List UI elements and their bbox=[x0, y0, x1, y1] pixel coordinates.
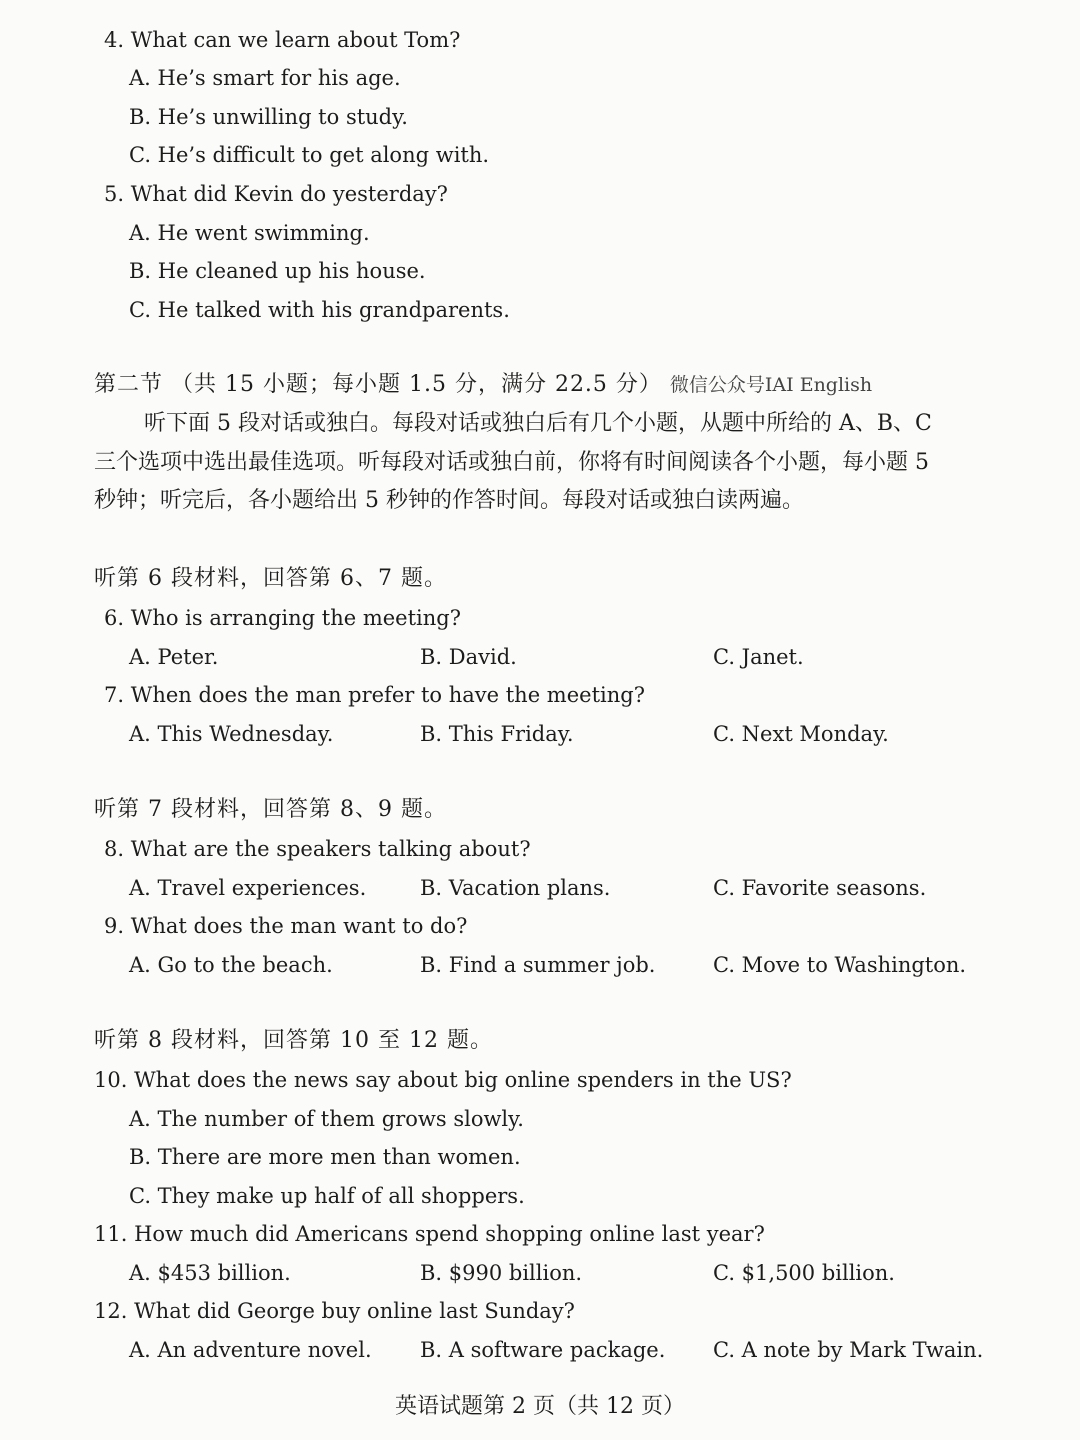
page-footer: 英语试题第 2 页（共 12 页） bbox=[395, 1394, 685, 1419]
question-text: How much did Americans spend shopping online last year? bbox=[134, 1222, 765, 1246]
option-8a: A. Travel experiences. bbox=[129, 876, 367, 900]
question-text: When does the man prefer to have the meeting? bbox=[130, 683, 645, 707]
question-4 bbox=[104, 26, 460, 54]
watermark-text: 微信公众号IAI English bbox=[669, 374, 873, 396]
option-10b: B. There are more men than women. bbox=[129, 1145, 521, 1169]
option-8c: C. Favorite seasons. bbox=[713, 876, 927, 900]
question-text: What can we learn about Tom? bbox=[130, 28, 461, 52]
option-10c: C. They make up half of all shoppers. bbox=[129, 1184, 525, 1208]
instruction-line-2: 三个选项中选出最佳选项。听每段对话或独白前，你将有时间阅读各个小题，每小题 5 bbox=[94, 450, 929, 475]
section-heading bbox=[94, 371, 872, 399]
question-7 bbox=[104, 681, 645, 709]
question-text: What are the speakers talking about? bbox=[130, 837, 531, 861]
question-11 bbox=[94, 1220, 765, 1248]
option-6c: C. Janet. bbox=[713, 645, 804, 669]
option-7c: C. Next Monday. bbox=[713, 722, 889, 746]
option-6b: B. David. bbox=[420, 645, 517, 669]
option-8b: B. Vacation plans. bbox=[420, 876, 611, 900]
question-number: 7. bbox=[104, 683, 125, 707]
question-12 bbox=[94, 1297, 575, 1325]
option-5c: C. He talked with his grandparents. bbox=[129, 298, 510, 322]
option-6a: A. Peter. bbox=[129, 645, 219, 669]
question-number: 11. bbox=[94, 1222, 128, 1246]
option-9a: A. Go to the beach. bbox=[129, 953, 333, 977]
question-text: What does the news say about big online spenders in the US? bbox=[134, 1068, 792, 1092]
option-4c: C. He’s difficult to get along with. bbox=[129, 143, 490, 167]
question-5 bbox=[104, 180, 448, 208]
option-11c: C. $1,500 billion. bbox=[713, 1261, 895, 1285]
question-number: 9. bbox=[104, 914, 125, 938]
question-9 bbox=[104, 912, 467, 940]
option-5b: B. He cleaned up his house. bbox=[129, 259, 426, 283]
option-10a: A. The number of them grows slowly. bbox=[129, 1107, 524, 1131]
question-8 bbox=[104, 835, 531, 863]
question-text: What did Kevin do yesterday? bbox=[130, 182, 448, 206]
group-heading-7: 听第 7 段材料，回答第 8、9 题。 bbox=[94, 797, 447, 822]
instruction-line-1: 听下面 5 段对话或独白。每段对话或独白后有几个小题，从题中所给的 A、B、C bbox=[144, 411, 932, 436]
option-11a: A. $453 billion. bbox=[129, 1261, 291, 1285]
question-text: Who is arranging the meeting? bbox=[130, 606, 461, 630]
option-9c: C. Move to Washington. bbox=[713, 953, 967, 977]
option-12a: A. An adventure novel. bbox=[129, 1338, 372, 1362]
option-12c: C. A note by Mark Twain. bbox=[713, 1338, 984, 1362]
option-4a: A. He’s smart for his age. bbox=[129, 66, 401, 90]
question-6 bbox=[104, 604, 461, 632]
question-number: 6. bbox=[104, 606, 125, 630]
option-7b: B. This Friday. bbox=[420, 722, 574, 746]
question-number: 8. bbox=[104, 837, 125, 861]
question-number: 10. bbox=[94, 1068, 128, 1092]
question-text: What did George buy online last Sunday? bbox=[134, 1299, 575, 1323]
instruction-line-3: 秒钟；听完后，各小题给出 5 秒钟的作答时间。每段对话或独白读两遍。 bbox=[94, 488, 804, 513]
question-text: What does the man want to do? bbox=[130, 914, 468, 938]
section-title: 第二节 （共 15 小题；每小题 1.5 分，满分 22.5 分） bbox=[94, 372, 662, 397]
option-4b: B. He’s unwilling to study. bbox=[129, 105, 408, 129]
question-number: 5. bbox=[104, 182, 125, 206]
question-number: 4. bbox=[104, 28, 125, 52]
question-10 bbox=[94, 1066, 792, 1094]
option-11b: B. $990 billion. bbox=[420, 1261, 583, 1285]
option-12b: B. A software package. bbox=[420, 1338, 666, 1362]
group-heading-8: 听第 8 段材料，回答第 10 至 12 题。 bbox=[94, 1028, 493, 1053]
option-9b: B. Find a summer job. bbox=[420, 953, 656, 977]
question-number: 12. bbox=[94, 1299, 128, 1323]
option-5a: A. He went swimming. bbox=[129, 221, 370, 245]
group-heading-6: 听第 6 段材料，回答第 6、7 题。 bbox=[94, 566, 447, 591]
option-7a: A. This Wednesday. bbox=[129, 722, 334, 746]
